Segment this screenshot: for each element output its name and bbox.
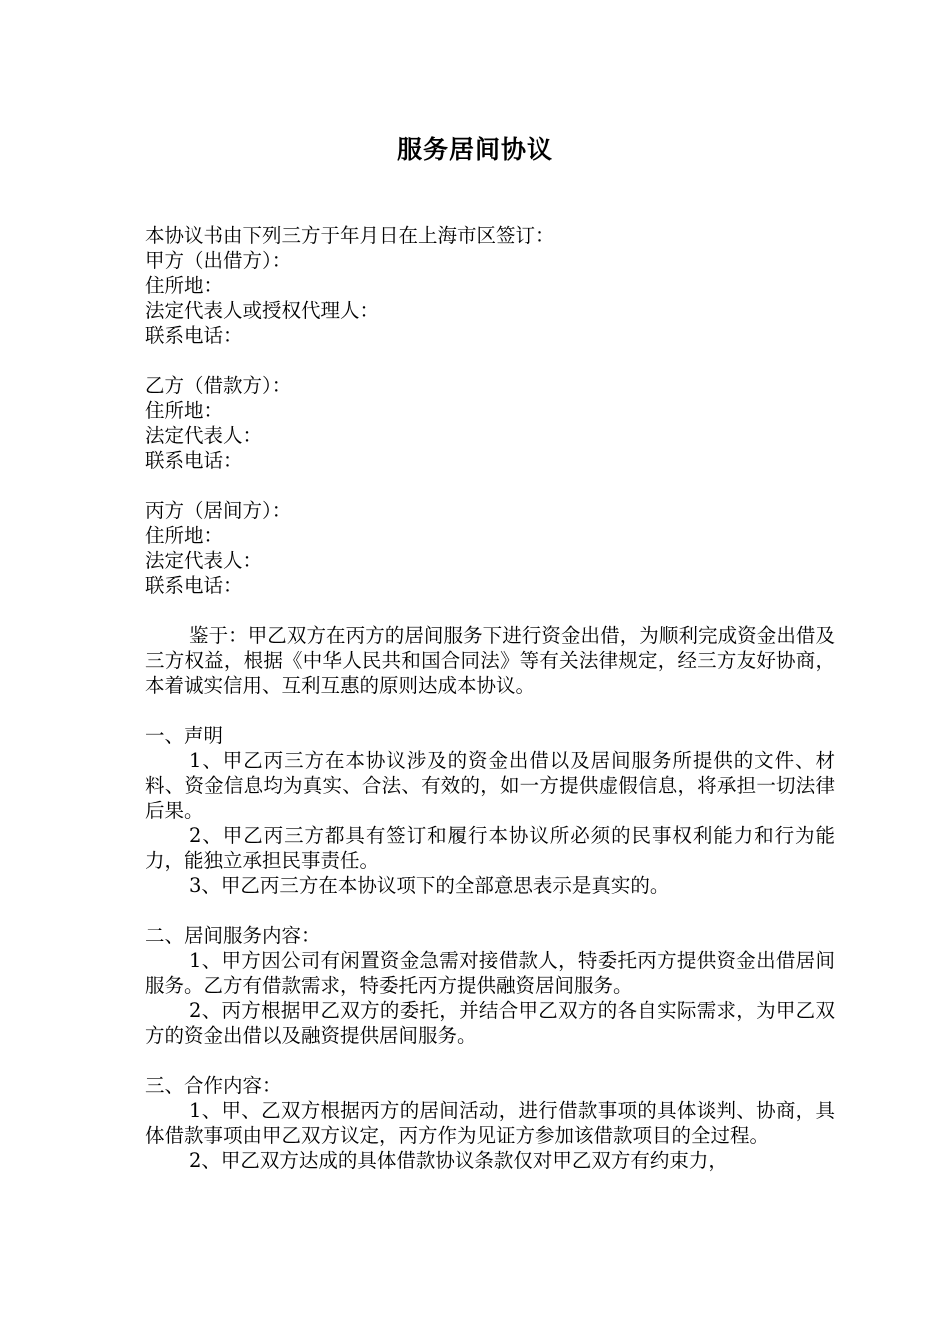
party-c-address: 住所地： <box>145 524 224 547</box>
party-c-representative: 法定代表人： <box>145 549 263 572</box>
intro-line: 本协议书由下列三方于年月日在上海市区签订： <box>145 224 555 247</box>
party-b-address: 住所地： <box>145 399 224 422</box>
party-b-phone: 联系电话： <box>145 449 243 472</box>
spacer <box>145 348 835 373</box>
section-3-item: 2、甲乙双方达成的具体借款协议条款仅对甲乙双方有约束力， <box>189 1149 728 1172</box>
spacer <box>145 1048 835 1073</box>
spacer <box>145 898 835 923</box>
party-c-phone: 联系电话： <box>145 574 243 597</box>
section-1-item: 3、甲乙丙三方在本协议项下的全部意思表示是真实的。 <box>189 874 670 897</box>
section-3-item: 1、甲、乙双方根据丙方的居间活动，进行借款事项的具体谈判、协商，具体借款事项由甲乙双方议定，丙方作为见证方参加该借款项目的全过程。 <box>145 1099 835 1147</box>
party-b-heading: 乙方（借款方）： <box>145 374 292 397</box>
party-a-representative: 法定代表人或授权代理人： <box>145 299 380 322</box>
party-a-heading: 甲方（出借方）： <box>145 249 292 272</box>
spacer <box>145 473 835 498</box>
section-1-heading: 一、声明 <box>145 724 224 747</box>
section-2-item: 1、甲方因公司有闲置资金急需对接借款人，特委托丙方提供资金出借居间服务。乙方有借款需求，特委托丙方提供融资居间服务。 <box>145 949 835 997</box>
party-b-representative: 法定代表人： <box>145 424 263 447</box>
section-1-item: 1、甲乙丙三方在本协议涉及的资金出借以及居间服务所提供的文件、材料、资金信息均为真实、合法、有效的，如一方提供虚假信息，将承担一切法律后果。 <box>145 749 835 822</box>
document-body <box>145 223 835 1173</box>
document-title: 服务居间协议 <box>396 135 553 164</box>
section-1-item: 2、甲乙丙三方都具有签订和履行本协议所必须的民事权利能力和行为能力，能独立承担民事责任。 <box>145 824 835 872</box>
preamble-paragraph: 鉴于：甲乙双方在丙方的居间服务下进行资金出借，为顺利完成资金出借及三方权益，根据《中华人民共和国合同法》等有关法律规定，经三方友好协商，本着诚实信用、互利互惠的原则达成本协议。 <box>145 624 835 697</box>
spacer <box>145 598 835 623</box>
spacer <box>145 698 835 723</box>
section-2-item: 2、丙方根据甲乙双方的委托，并结合甲乙双方的各自实际需求，为甲乙双方的资金出借以及融资提供居间服务。 <box>145 999 835 1047</box>
party-c-heading: 丙方（居间方）： <box>145 499 292 522</box>
party-a-address: 住所地： <box>145 274 224 297</box>
section-2-heading: 二、居间服务内容： <box>145 924 321 947</box>
section-3-heading: 三、合作内容： <box>145 1074 282 1097</box>
party-a-phone: 联系电话： <box>145 324 243 347</box>
